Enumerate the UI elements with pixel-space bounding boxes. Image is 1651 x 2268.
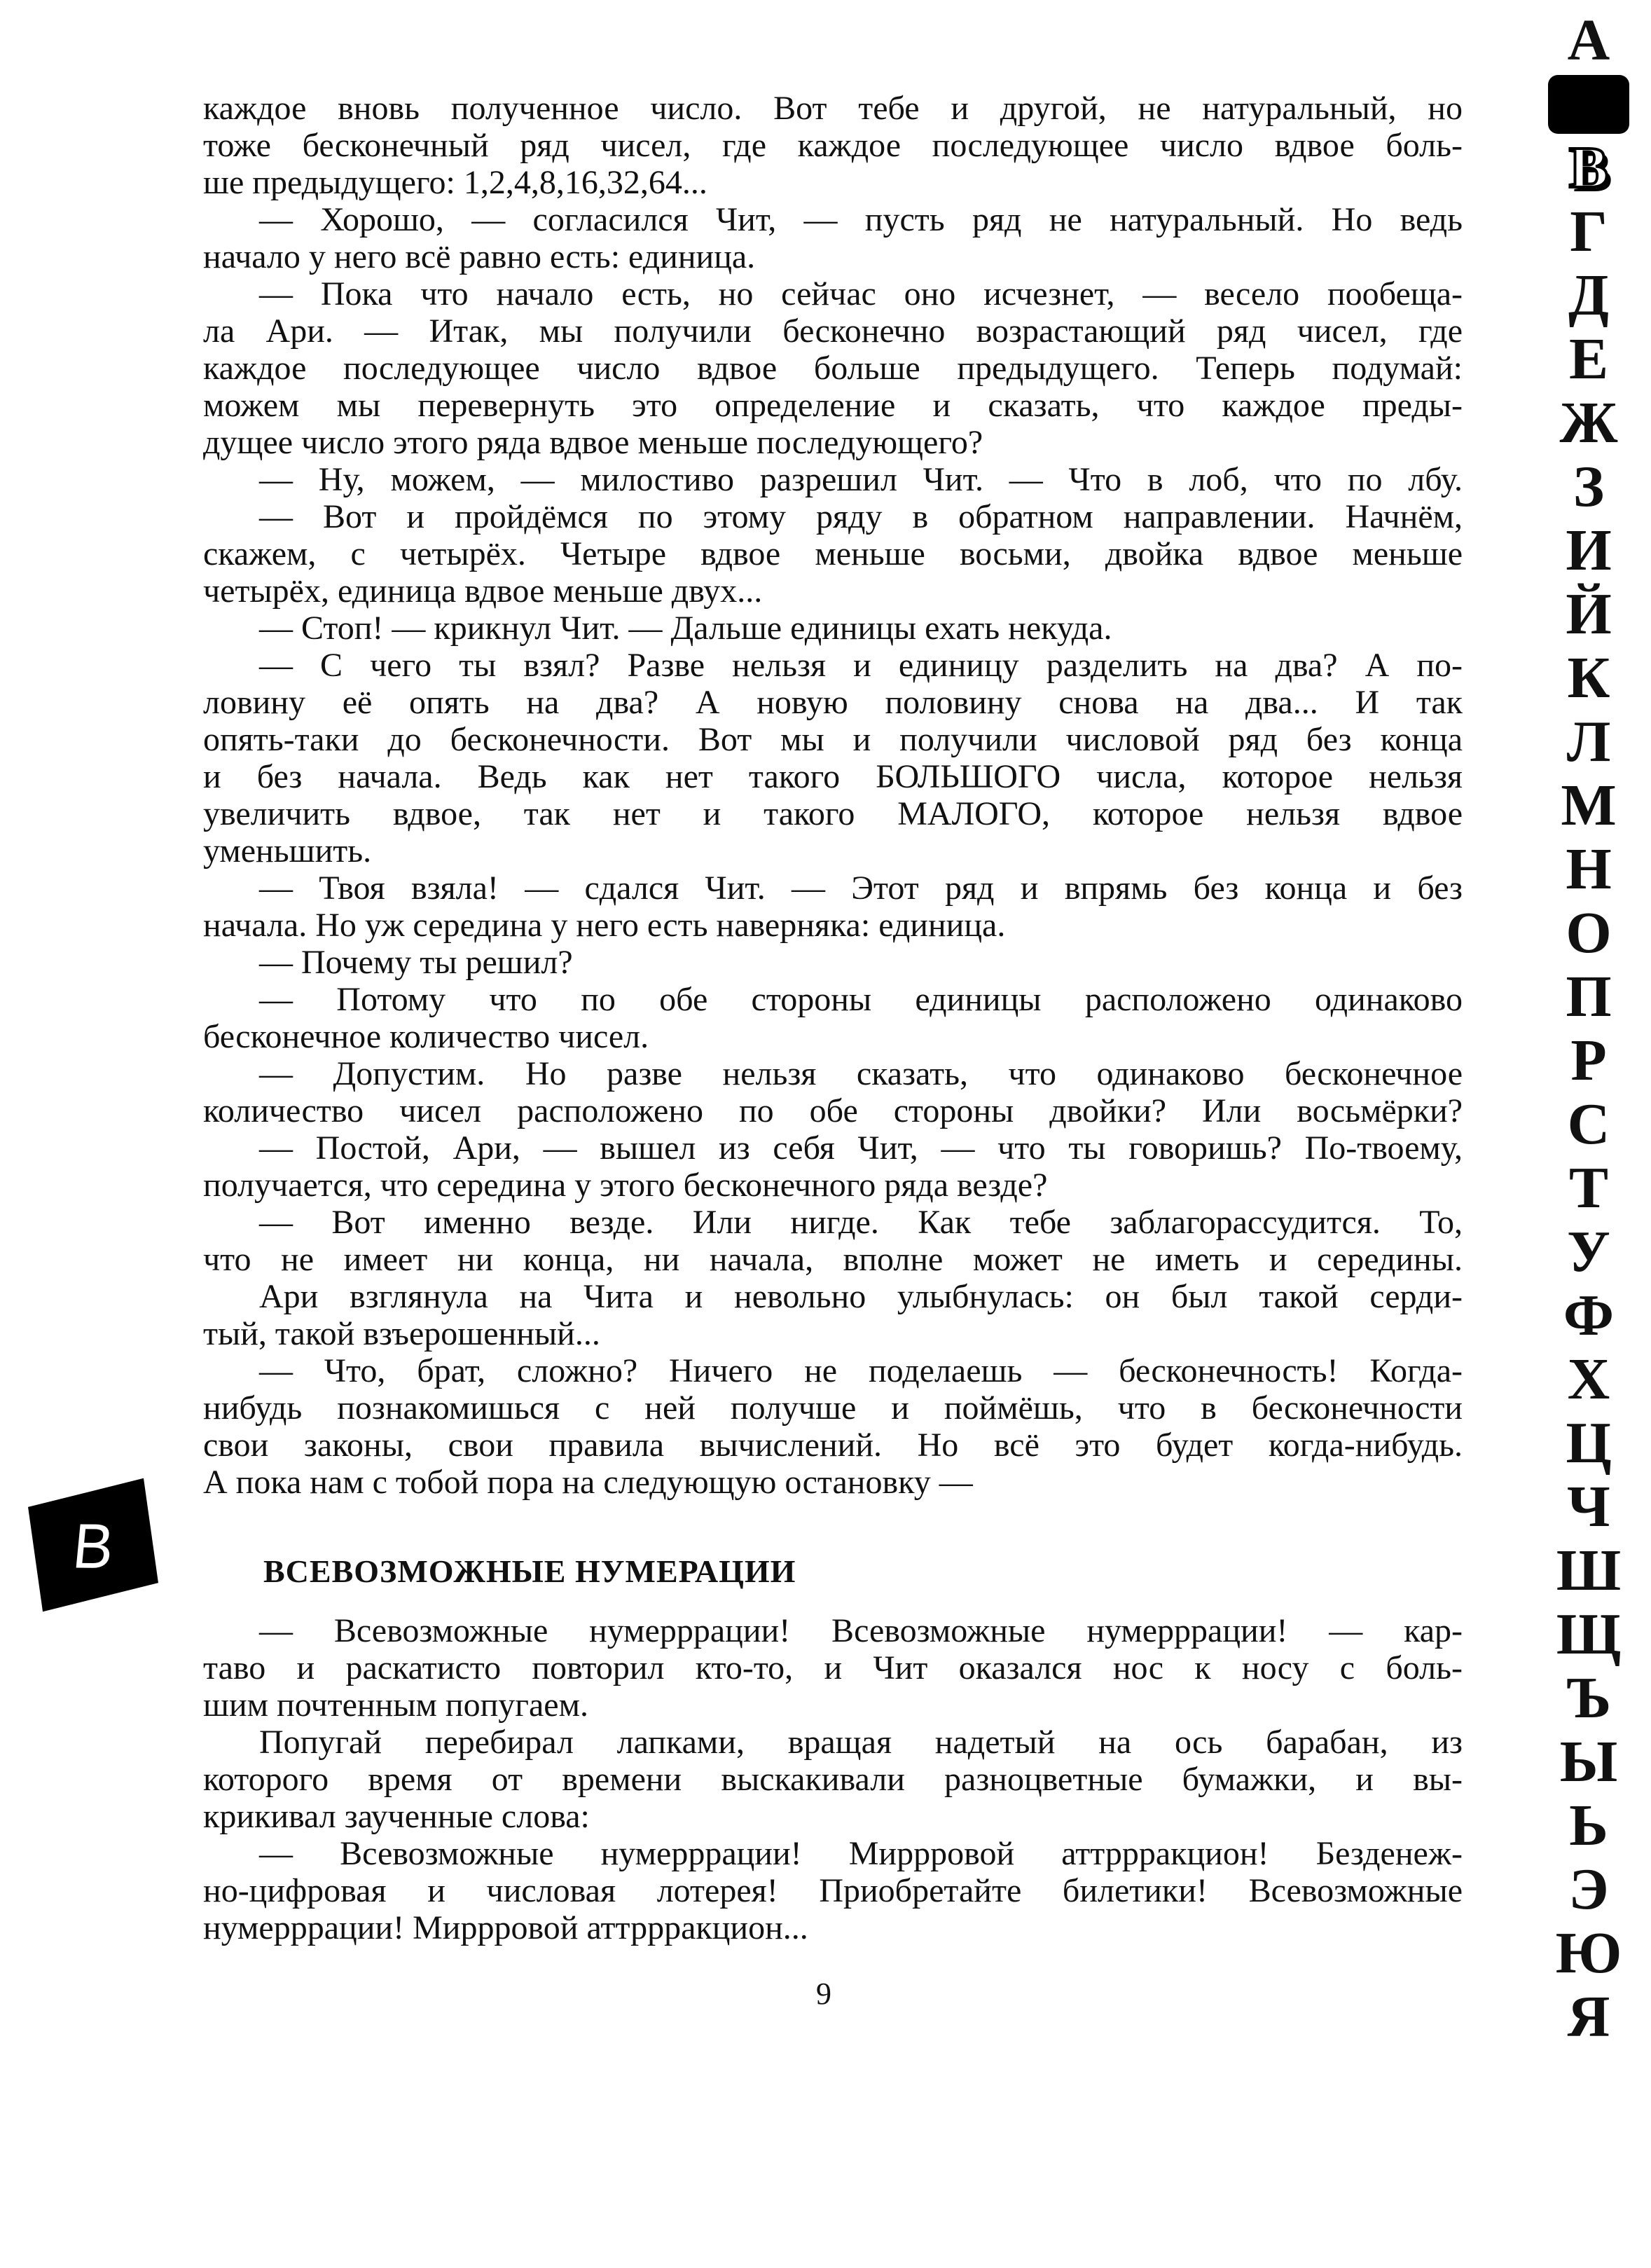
text-line: — Всевозможные нумерррации! Всевозможные нумерррации! — кар- — [259, 1612, 1463, 1649]
text-line: тый, такой взъерошенный... — [203, 1315, 600, 1352]
alphabet-letter: Ы — [1559, 1729, 1618, 1794]
text-line: скажем, с четырёх. Четыре вдвое меньше восьми, двойка вдвое меньше — [203, 535, 1463, 572]
text-line: — Вот и пройдёмся по этому ряду в обратном направлении. Начнём, — [259, 498, 1463, 535]
text-line: можем мы перевернуть это определение и сказать, что каждое преды- — [203, 387, 1463, 424]
alphabet-letter: Ц — [1566, 1410, 1612, 1476]
alphabet-letter: Ъ — [1566, 1665, 1612, 1731]
text-line: нумерррации! Миррровой аттррракцион... — [203, 1909, 808, 1946]
alphabet-letter: К — [1567, 645, 1610, 710]
alphabet-letter: Э — [1568, 1857, 1609, 1922]
text-line: каждое последующее число вдвое больше предыдущего. Теперь подумай: — [203, 350, 1463, 387]
text-line: ла Ари. — Итак, мы получили бесконечно возрастающий ряд чисел, где — [203, 312, 1463, 350]
text-line: но-цифровая и числовая лотерея! Приобретайте билетики! Всевозможные — [203, 1872, 1463, 1909]
text-line: — Твоя взяла! — сдался Чит. — Этот ряд и впрямь без конца и без — [259, 870, 1463, 907]
text-line: — С чего ты взял? Разве нельзя и единицу разделить на два? А по- — [259, 647, 1463, 684]
text-line: — Почему ты решил? — [259, 944, 573, 981]
alphabet-letter: У — [1567, 1219, 1610, 1284]
text-line: начало у него всё равно есть: единица. — [203, 238, 756, 275]
text-line: получается, что середина у этого бесконечного ряда везде? — [203, 1167, 1048, 1204]
alphabet-letter: Я — [1567, 1984, 1610, 2049]
alphabet-letter: Ж — [1559, 390, 1618, 455]
text-line: — Что, брат, сложно? Ничего не поделаешь — бесконечность! Когда- — [259, 1352, 1463, 1389]
alphabet-letter: Н — [1566, 837, 1612, 902]
alphabet-letter: А — [1567, 8, 1610, 73]
text-line: увеличить вдвое, так нет и такого МАЛОГО, которое нельзя вдвое — [203, 795, 1463, 832]
alphabet-letter: Б — [1548, 75, 1629, 134]
alphabet-letter: О — [1566, 900, 1612, 965]
alphabet-letter: П — [1566, 964, 1612, 1029]
alphabet-letter: Р — [1570, 1028, 1607, 1093]
alphabet-letter: Л — [1566, 709, 1611, 774]
text-line: Попугай перебирал лапками, вращая надетый на ось барабан, из — [259, 1724, 1463, 1761]
text-line: ловину её опять на два? А новую половину снова на два... И так — [203, 684, 1463, 721]
text-line: свои законы, свои правила вычислений. Но всё это будет когда-нибудь. — [203, 1427, 1463, 1464]
text-line: ше предыдущего: 1,2,4,8,16,32,64... — [203, 164, 707, 201]
alphabet-letter: Ю — [1555, 1920, 1622, 1986]
text-line: и без начала. Ведь как нет такого БОЛЬШОГО числа, которое нельзя — [203, 758, 1463, 795]
alphabet-letter: И — [1566, 518, 1612, 583]
text-line: шим почтенным попугаем. — [203, 1686, 588, 1724]
text-line: нибудь познакомишься с ней получше и поймёшь, что в бесконечности — [203, 1389, 1463, 1427]
text-line: — Всевозможные нумерррации! Миррровой аттррракцион! Безденеж- — [259, 1835, 1463, 1872]
text-line: тоже бесконечный ряд чисел, где каждое последующее число вдвое боль- — [203, 127, 1463, 164]
alphabet-letter: Ф — [1563, 1283, 1615, 1348]
alphabet-letter: Т — [1568, 1155, 1609, 1221]
alphabet-letter: В — [1568, 135, 1609, 200]
text-line: крикивал заученные слова: — [203, 1798, 590, 1835]
text-line: — Допустим. Но разве нельзя сказать, что одинаково бесконечное — [259, 1055, 1463, 1092]
text-line: — Стоп! — крикнул Чит. — Дальше единицы ехать некуда. — [259, 610, 1112, 647]
alphabet-letter: Й — [1566, 582, 1612, 647]
alphabet-letter: З — [1573, 454, 1605, 519]
alphabet-letter: Ш — [1556, 1538, 1622, 1603]
section-heading: ВСЕВОЗМОЖНЫЕ НУМЕРАЦИИ — [263, 1553, 796, 1589]
alphabet-letter: Щ — [1556, 1602, 1622, 1667]
text-line: Ари взглянула на Чита и невольно улыбнулась: он был такой серди- — [259, 1278, 1463, 1315]
alphabet-letter: Х — [1567, 1347, 1610, 1412]
alphabet-letter: Г — [1570, 199, 1608, 264]
alphabet-letter: Ч — [1567, 1474, 1610, 1539]
alphabet-letter: С — [1567, 1092, 1610, 1157]
text-line: — Постой, Ари, — вышел из себя Чит, — что ты говоришь? По-твоему, — [259, 1129, 1463, 1167]
text-line: количество чисел расположено по обе стороны двойки? Или восьмёрки? — [203, 1092, 1463, 1129]
alphabet-letter: М — [1561, 773, 1617, 838]
text-line: — Потому что по обе стороны единицы расположено одинаково — [259, 981, 1463, 1018]
text-line: начала. Но уж середина у него есть наверняка: единица. — [203, 907, 1006, 944]
section-letter-badge — [28, 1478, 158, 1611]
text-line: таво и раскатисто повторил кто-то, и Чит оказался нос к носу с боль- — [203, 1649, 1463, 1686]
text-line: что не имеет ни конца, ни начала, вполне может не иметь и середины. — [203, 1241, 1463, 1278]
text-line: уменьшить. — [203, 832, 372, 870]
text-line: каждое вновь полученное число. Вот тебе и другой, не натуральный, но — [203, 90, 1463, 127]
page-number: 9 — [816, 1977, 831, 2011]
text-line: — Вот именно везде. Или нигде. Как тебе заблагорассудится. То, — [259, 1204, 1463, 1241]
text-line: опять-таки до бесконечности. Вот мы и получили числовой ряд без конца — [203, 721, 1463, 758]
text-line: А пока нам с тобой пора на следующую остановку — — [203, 1464, 973, 1501]
text-line: — Хорошо, — согласился Чит, — пусть ряд не натуральный. Но ведь — [259, 201, 1463, 238]
text-line: дущее число этого ряда вдвое меньше последующего? — [203, 424, 983, 461]
text-line: четырёх, единица вдвое меньше двух... — [203, 572, 763, 610]
alphabet-letter: Ь — [1569, 1793, 1608, 1858]
badge-letter: В — [69, 1510, 117, 1582]
text-line: — Пока что начало есть, но сейчас оно исчезнет, — весело пообеща- — [259, 275, 1463, 312]
text-line: которого время от времени выскакивали разноцветные бумажки, и вы- — [203, 1761, 1463, 1798]
text-line: бесконечное количество чисел. — [203, 1018, 649, 1055]
alphabet-letter: Е — [1568, 327, 1609, 392]
text-line: — Ну, можем, — милостиво разрешил Чит. — Что в лоб, что по лбу. — [259, 461, 1463, 498]
alphabet-letter: Д — [1568, 263, 1609, 328]
